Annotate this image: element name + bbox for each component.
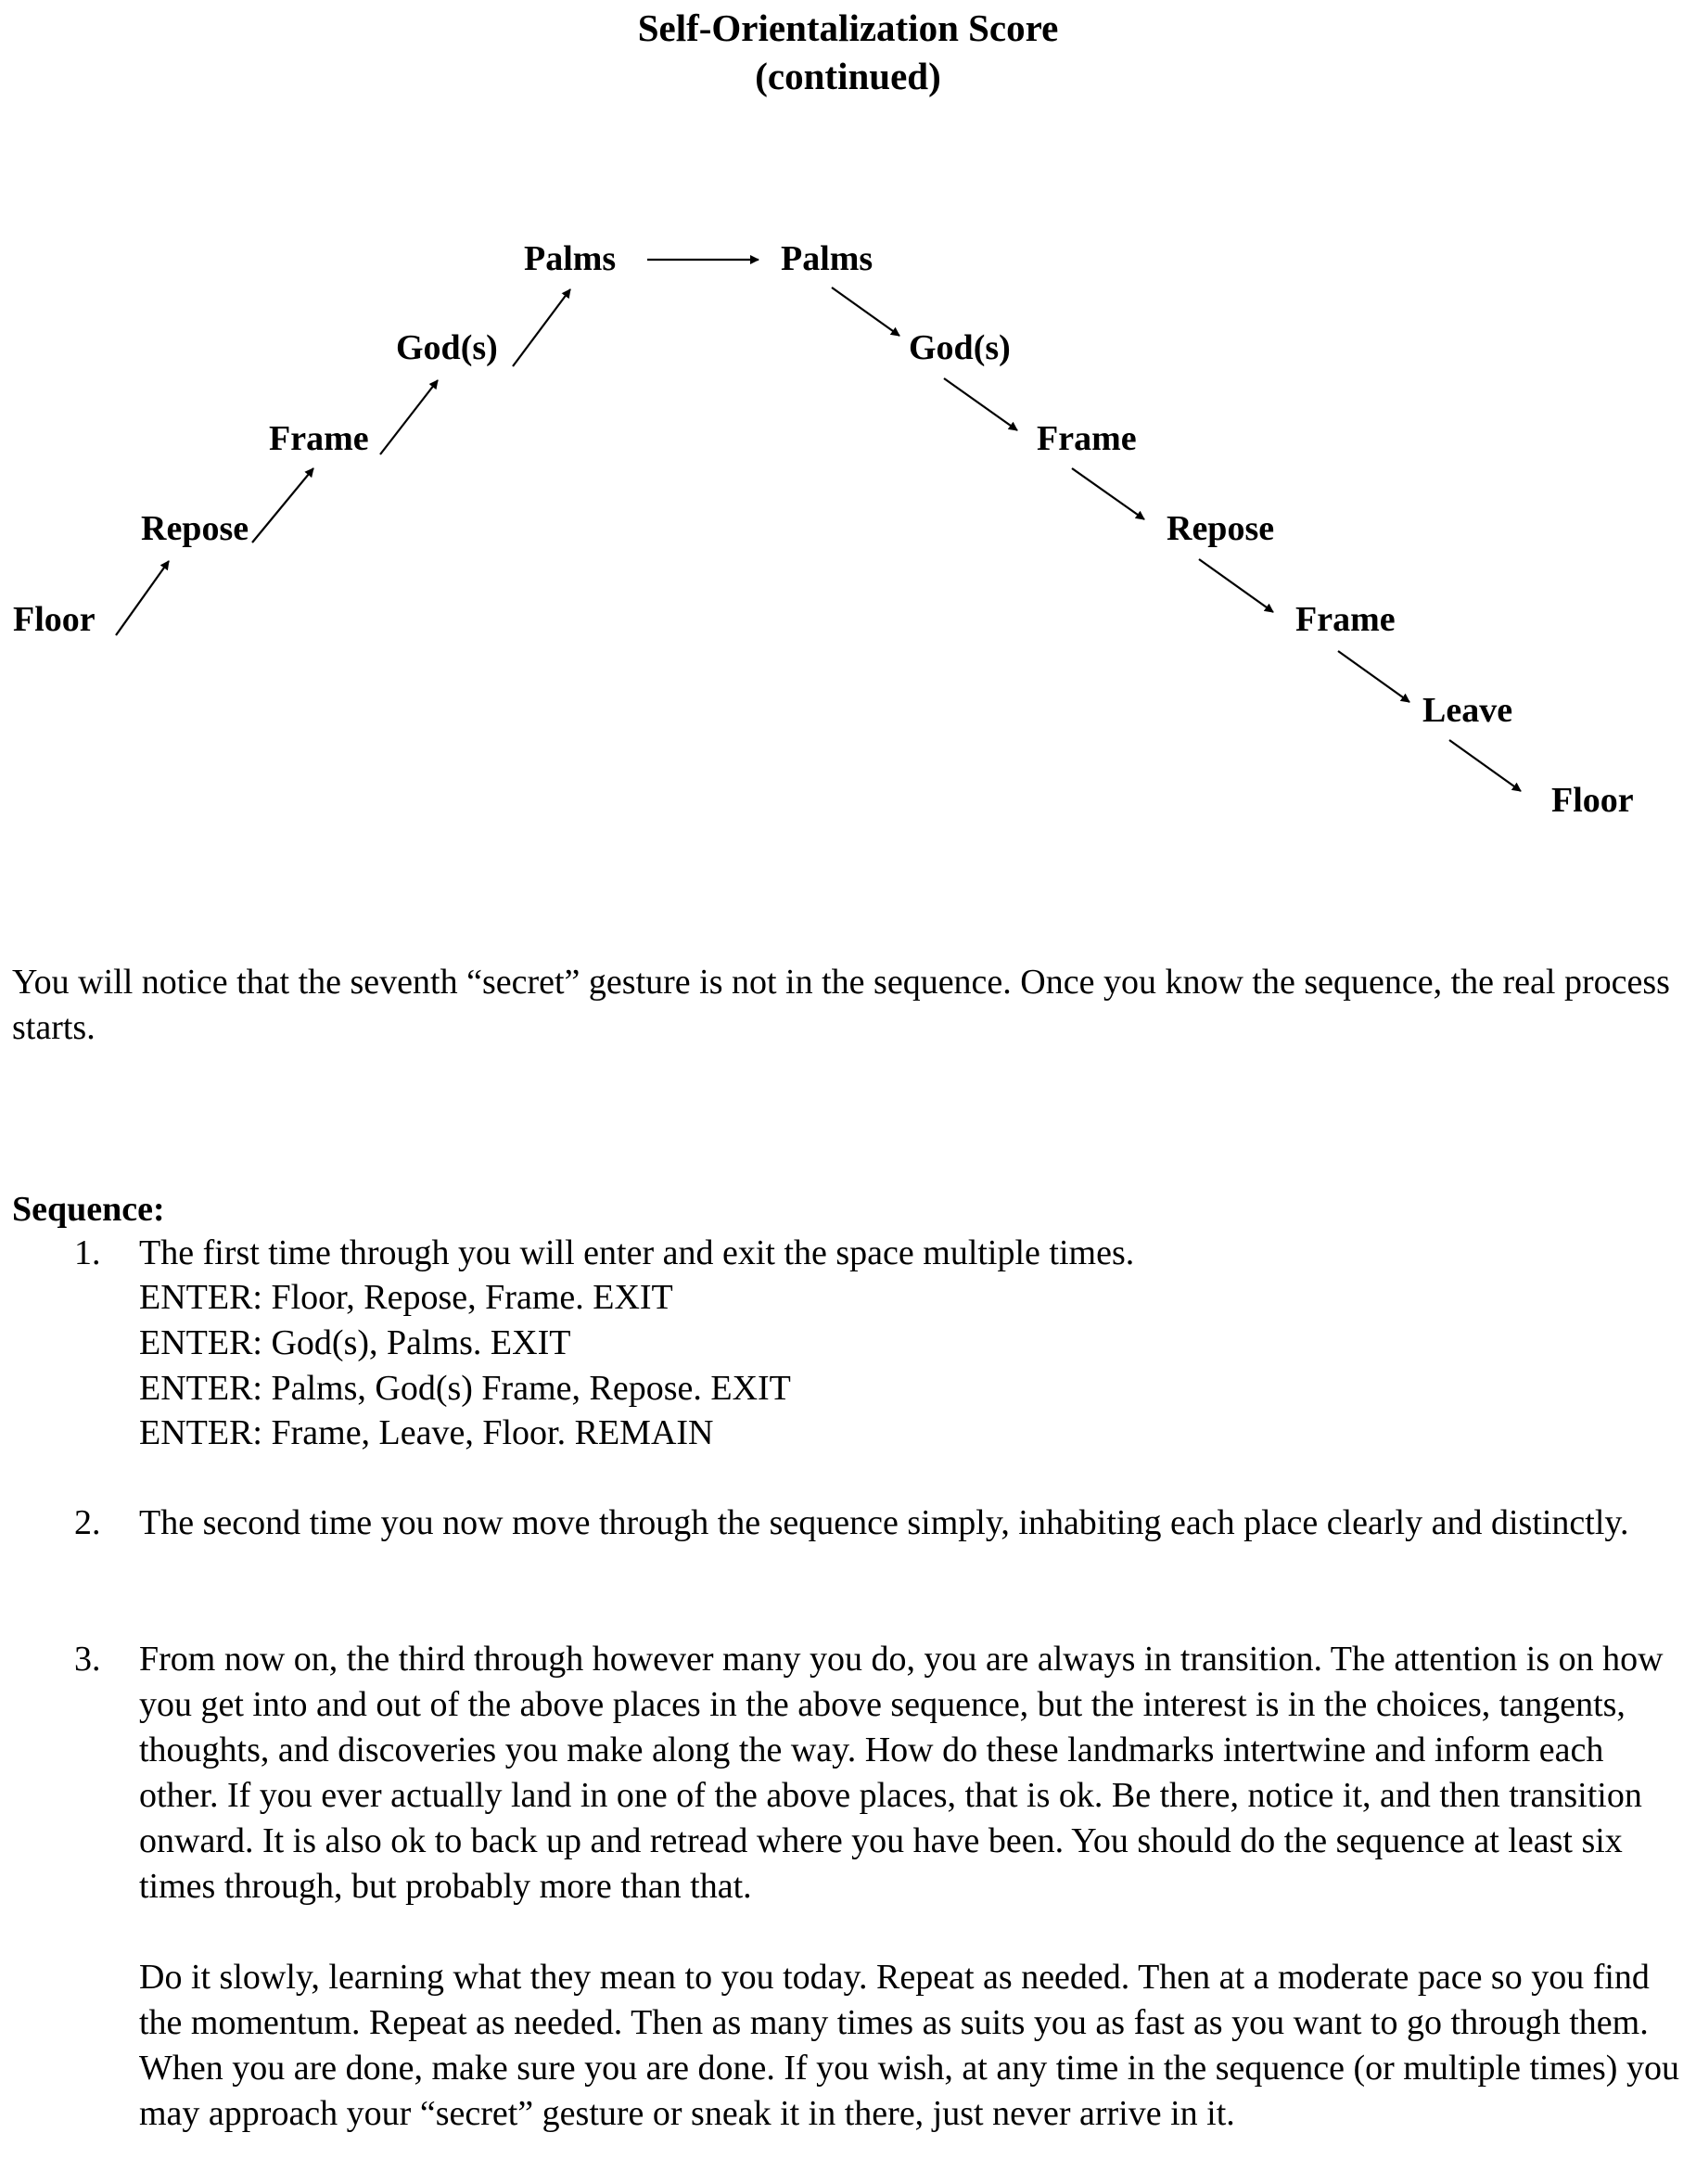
diagram-label-frame-desc-2: Frame bbox=[1295, 600, 1396, 639]
item-3-text-continued: Do it slowly, learning what they mean to you today. Repeat as needed. Then at a moderate pace so you find the momentum. Repeat as needed. Then as many times as suits you as fast as you want to go through them. When you are done, make sure you are done. If you wish, at any time in the sequence (or multiple times) you may approach your “secret” gesture or sneak it in there, just never arrive in it. bbox=[139, 1958, 1679, 2133]
arrow-frame-gods bbox=[380, 380, 438, 454]
diagram-label-palms: Palms bbox=[524, 239, 617, 278]
diagram-label-repose-desc: Repose bbox=[1167, 509, 1275, 548]
diagram-label-gods: God(s) bbox=[396, 328, 498, 367]
diagram-label-repose: Repose bbox=[141, 509, 249, 548]
arrow-repose-frame-desc bbox=[1199, 559, 1273, 612]
item-1-line: The first time through you will enter and exit the space multiple times. bbox=[139, 1233, 1135, 1272]
diagram-label-frame-desc: Frame bbox=[1037, 419, 1137, 458]
arrow-gods-frame bbox=[944, 378, 1017, 430]
page-title: Self-Orientalization Score bbox=[637, 6, 1059, 49]
item-1-number: 1. bbox=[74, 1233, 101, 1272]
arrow-frame-leave bbox=[1338, 651, 1409, 702]
item-3-text: From now on, the third through however many you do, you are always in transition. The attention is on how you get into and out of the above places in the above sequence, but the interest is in the choices, tangents, thoughts, and discoveries you make along the way. How do these landmarks intertwine and inform each other. If you ever actually land in one of the above places, that is ok. Be there, notice it, and then transition onward. It is also ok to back up and retread where you have been. You should do the sequence at least six times through, but probably more than that. bbox=[139, 1640, 1664, 1906]
diagram-label-frame: Frame bbox=[269, 419, 369, 458]
diagram-label-gods-desc: God(s) bbox=[909, 328, 1011, 367]
item-1-line: ENTER: Palms, God(s) Frame, Repose. EXIT bbox=[139, 1369, 791, 1408]
diagram-label-leave: Leave bbox=[1422, 691, 1513, 730]
arrow-gods-palms bbox=[513, 289, 570, 366]
diagram-label-floor-desc: Floor bbox=[1551, 781, 1634, 820]
item-2-number: 2. bbox=[74, 1503, 101, 1542]
page-subtitle: (continued) bbox=[755, 55, 941, 97]
item-1-line: ENTER: Frame, Leave, Floor. REMAIN bbox=[139, 1413, 714, 1452]
arrow-frame-repose bbox=[1072, 468, 1144, 519]
item-1-line: ENTER: Floor, Repose, Frame. EXIT bbox=[139, 1278, 673, 1317]
diagram-label-palms-desc: Palms bbox=[781, 239, 874, 278]
sequence-heading: Sequence: bbox=[12, 1190, 165, 1229]
intro-paragraph: You will notice that the seventh “secret” gesture is not in the sequence. Once you know the sequence, the real process starts. bbox=[12, 963, 1670, 1047]
arrow-repose-frame bbox=[252, 468, 313, 543]
diagram-label-floor: Floor bbox=[13, 600, 96, 639]
arrow-floor-repose bbox=[116, 561, 169, 635]
item-1-line: ENTER: God(s), Palms. EXIT bbox=[139, 1323, 571, 1362]
item-2-text: The second time you now move through the sequence simply, inhabiting each place clearly and distinctly. bbox=[139, 1503, 1629, 1542]
arrow-leave-floor bbox=[1449, 740, 1521, 791]
item-3-number: 3. bbox=[74, 1640, 101, 1679]
arrow-palms-gods bbox=[832, 287, 899, 336]
